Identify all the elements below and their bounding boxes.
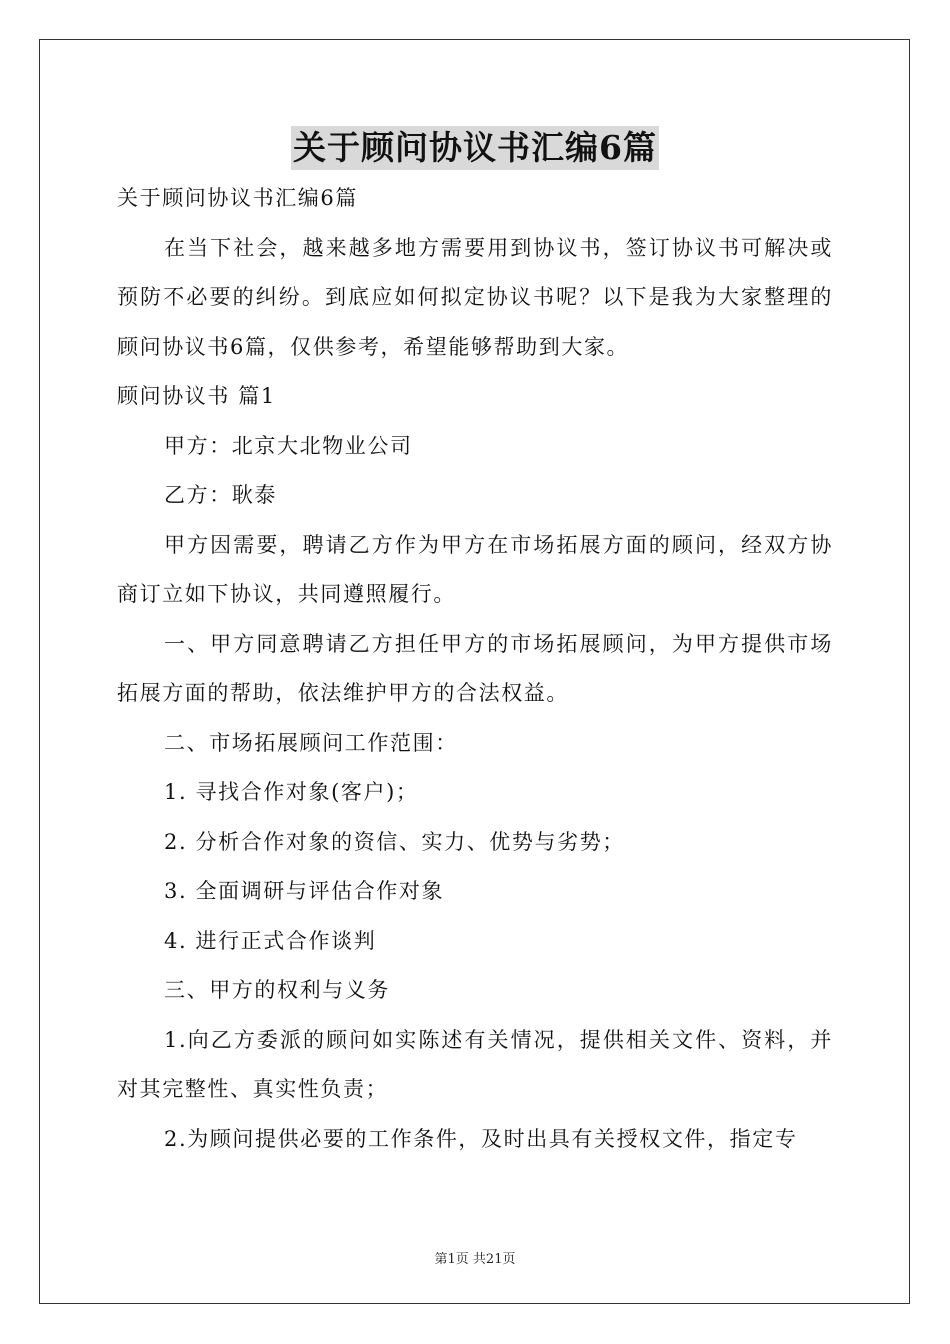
scope-item: 3. 全面调研与评估合作对象 <box>164 879 445 903</box>
section-heading: 顾问协议书 篇1 <box>117 384 276 408</box>
duty-item: 2.为顾问提供必要的工作条件，及时出具有关授权文件，指定专 <box>164 1126 798 1151</box>
party-a-line: 甲方：北京大北物业公司 <box>164 433 413 458</box>
subtitle-line: 关于顾问协议书汇编6篇 <box>117 186 358 210</box>
page-number: 第1页 共21页 <box>434 1252 516 1267</box>
document-title: 关于顾问协议书汇编6篇 <box>291 126 659 170</box>
clause-two-heading: 二、市场拓展顾问工作范围： <box>164 730 458 755</box>
intro-paragraph: 在当下社会，越来越多地方需要用到协议书，签订协议书可解决或预防不必要的纠纷。到底应如何拟定协议书呢？以下是我为大家整理的顾问协议书6篇，仅供参考，希望能够帮助到大家。 <box>117 235 833 359</box>
party-b-line: 乙方：耿泰 <box>164 483 277 507</box>
duty-item: 1.向乙方委派的顾问如实陈述有关情况，提供相关文件、资料，并对其完整性、真实性负责； <box>117 1027 833 1101</box>
scope-item: 2. 分析合作对象的资信、实力、优势与劣势； <box>164 829 625 854</box>
clause-one: 一、甲方同意聘请乙方担任甲方的市场拓展顾问，为甲方提供市场拓展方面的帮助，依法维护甲方的合法权益。 <box>117 631 833 705</box>
document-title-wrapper <box>0 126 950 170</box>
page-footer <box>0 1248 950 1267</box>
preamble-paragraph: 甲方因需要，聘请乙方作为甲方在市场拓展方面的顾问，经双方协商订立如下协议，共同遵照履行。 <box>117 532 833 606</box>
scope-item: 4. 进行正式合作谈判 <box>164 928 377 953</box>
document-body <box>117 174 833 1164</box>
clause-three-heading: 三、甲方的权利与义务 <box>164 978 390 1002</box>
scope-item: 1. 寻找合作对象(客户)； <box>164 780 419 804</box>
